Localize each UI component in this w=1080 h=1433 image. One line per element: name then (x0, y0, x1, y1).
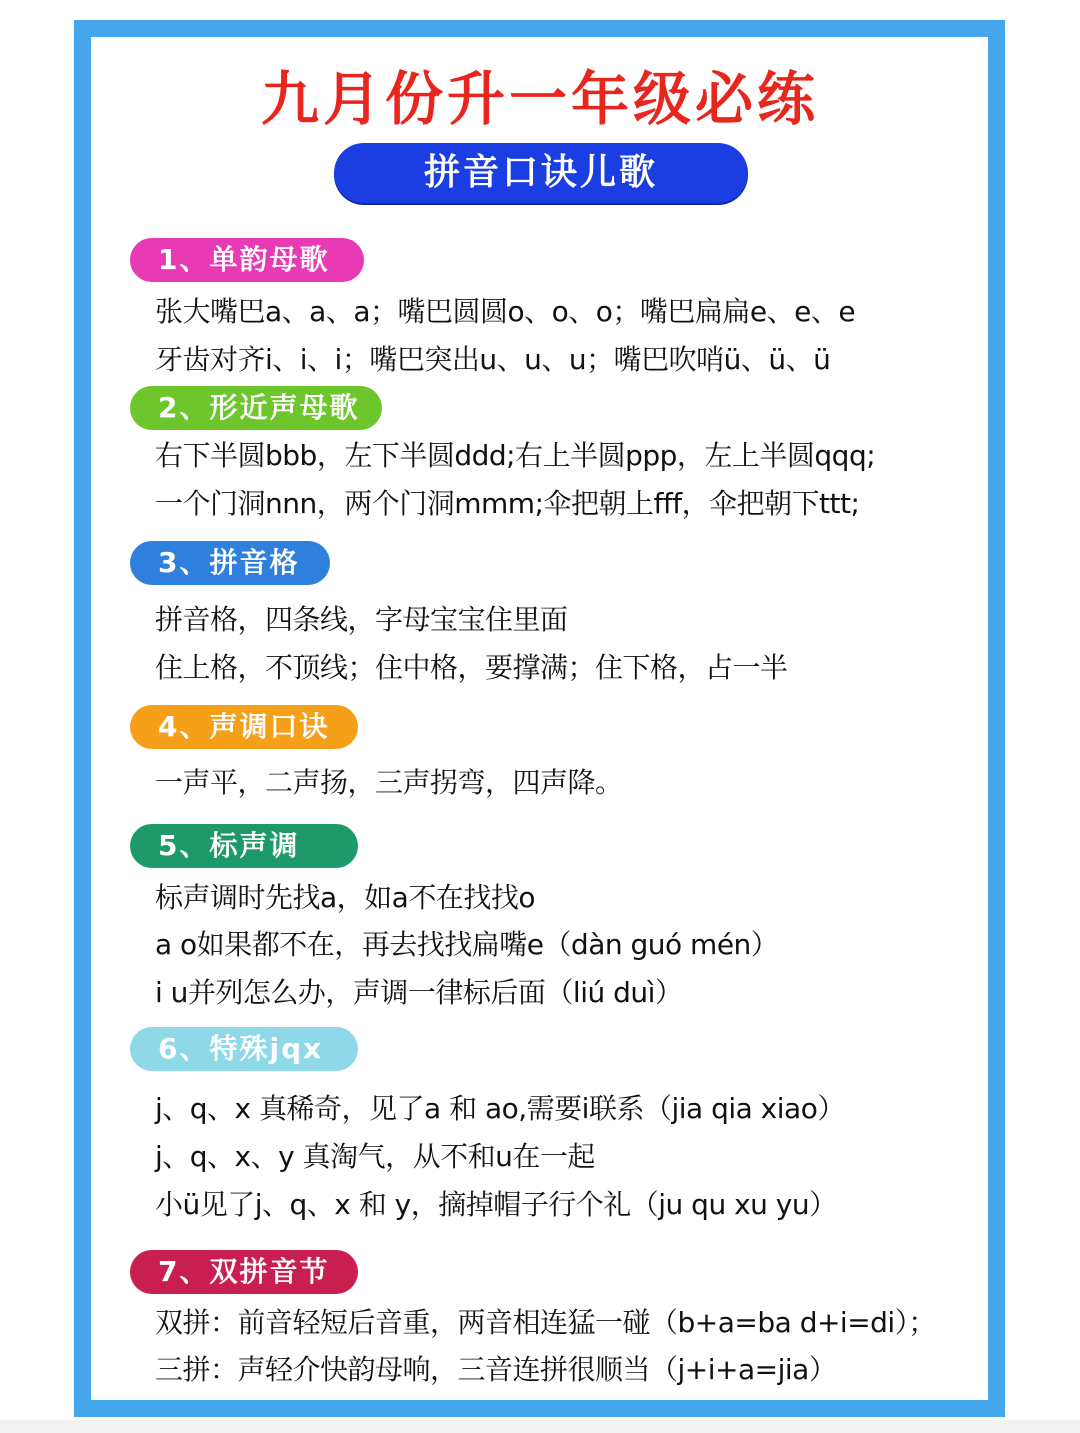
section-3-line-2: 住上格，不顶线；住中格，要撑满；住下格，占一半 (155, 651, 788, 684)
section-label-6: 6、特殊jqx (130, 1027, 358, 1071)
section-5-line-1: 标声调时先找a，如a不在找找o (155, 881, 535, 914)
page-subtitle-badge: 拼音口诀儿歌 (334, 143, 748, 203)
section-label-5: 5、标声调 (130, 824, 358, 868)
section-label-7: 7、双拼音节 (130, 1250, 358, 1294)
section-5-line-2: a o如果都不在，再去找找扁嘴e（dàn guó mén） (155, 928, 779, 961)
section-6-line-1: j、q、x 真稀奇，见了a 和 ao,需要i联系（jia qia xiao） (155, 1092, 845, 1125)
section-label-4: 4、声调口诀 (130, 705, 358, 749)
section-label-2: 2、形近声母歌 (130, 386, 382, 430)
section-5-line-3: i u并列怎么办，声调一律标后面（liú duì） (155, 976, 683, 1009)
section-6-line-2: j、q、x、y 真淘气，从不和u在一起 (155, 1140, 595, 1173)
section-1-line-2: 牙齿对齐i、i、i；嘴巴突出u、u、u；嘴巴吹哨ü、ü、ü (155, 343, 831, 376)
bottom-strip (0, 1420, 1080, 1433)
section-4-line-1: 一声平，二声扬，三声拐弯，四声降。 (155, 766, 623, 799)
section-2-line-1: 右下半圆bbb，左下半圆ddd;右上半圆ppp，左上半圆qqq; (155, 439, 876, 472)
section-3-line-1: 拼音格，四条线，字母宝宝住里面 (155, 603, 568, 636)
section-2-line-2: 一个门洞nnn，两个门洞mmm;伞把朝上fff，伞把朝下ttt; (155, 487, 860, 520)
page-title: 九月份升一年级必练 (260, 65, 819, 133)
section-6-line-3: 小ü见了j、q、x 和 y，摘掉帽子行个礼（ju qu xu yu） (155, 1188, 837, 1221)
section-label-3: 3、拼音格 (130, 541, 330, 585)
section-1-line-1: 张大嘴巴a、a、a；嘴巴圆圆o、o、o；嘴巴扁扁e、e、e (155, 295, 856, 328)
section-7-line-1: 双拼：前音轻短后音重，两音相连猛一碰（b+a=ba d+i=di）； (155, 1306, 936, 1339)
section-label-1: 1、单韵母歌 (130, 238, 364, 282)
section-7-line-2: 三拼：声轻介快韵母响，三音连拼很顺当（j+i+a=jia） (155, 1353, 837, 1386)
